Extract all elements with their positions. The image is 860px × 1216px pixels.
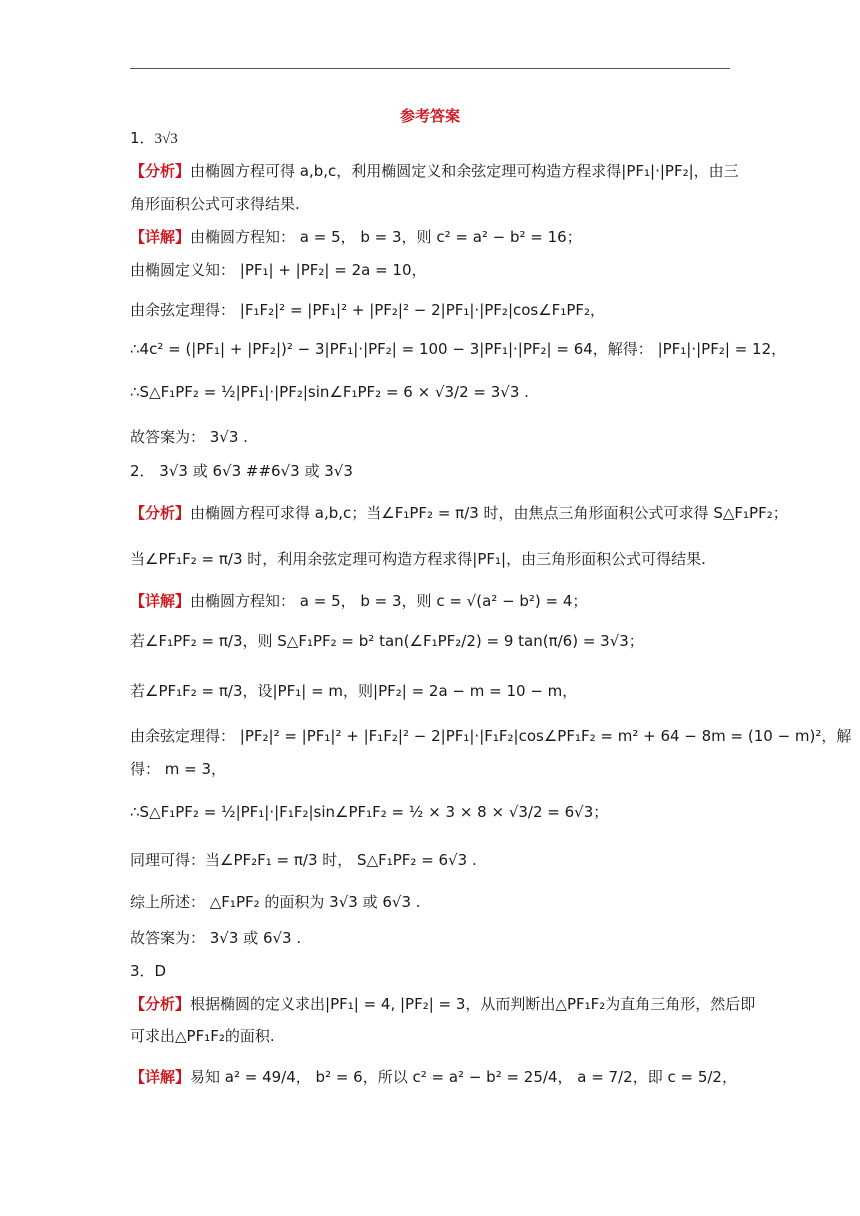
line-text: ∴S△F₁PF₂ = ½|PF₁|·|PF₂|sin∠F₁PF₂ = 6 × √3/2 = 3√3 . [130,383,529,401]
section-tag: 【详解】 [130,592,191,610]
line-text: 由余弦定理得： |PF₂|² = |PF₁|² + |F₁F₂|² − 2|PF₁|·|F₁F₂|cos∠PF₁F₂ = m² + 64 − 8m = (10 − m)²，解 [130,727,852,745]
text-line [130,891,421,912]
text-line [130,725,851,746]
line-text: ∴4c² = (|PF₁| + |PF₂|)² − 3|PF₁|·|PF₂| = 100 − 3|PF₁|·|PF₂| = 64，解得： |PF₁|·|PF₂| = 12， [130,340,787,358]
text-line [130,127,178,148]
text-line [130,590,587,611]
line-text: 当∠PF₁F₂ = π/3 时，利用余弦定理可构造方程求得|PF₁|，由三角形面积公式可得结果. [130,550,706,568]
text-line [130,1025,275,1046]
line-text: 故答案为： 3√3 . [130,428,248,446]
line-text: 角形面积公式可求得结果. [130,195,300,213]
section-tag: 【分析】 [130,504,191,522]
line-text: 由椭圆方程可求得 a,b,c；当∠F₁PF₂ = π/3 时，由焦点三角形面积公式可求得 S△F₁PF₂； [190,504,788,522]
text-line [130,299,605,320]
line-text: 由椭圆方程可得 a,b,c，利用椭圆定义和余弦定理可构造方程求得|PF₁|·|PF₂|，由三 [190,162,739,180]
line-text: 得： m = 3， [130,760,227,778]
text-line [130,338,786,359]
line-text: ∴S△F₁PF₂ = ½|PF₁|·|F₁F₂|sin∠PF₁F₂ = ½ × 3 × 8 × √3/2 = 6√3； [130,803,609,821]
text-line [130,680,577,701]
text-line [130,927,301,948]
line-text: 故答案为： 3√3 或 6√3 . [130,929,302,947]
line-text: 3√3 [154,131,178,147]
text-line [130,259,427,280]
section-tag: 【详解】 [130,1068,191,1086]
text-line [130,758,226,779]
text-line [130,383,529,401]
line-text: 由椭圆定义知： |PF₁| + |PF₂| = 2a = 10， [130,261,427,279]
line-text: 1． [130,129,155,147]
text-line [130,193,300,214]
text-line [130,960,166,981]
line-text: 由余弦定理得： |F₁F₂|² = |PF₁|² + |PF₂|² − 2|PF₁|·|PF₂|cos∠F₁PF₂， [130,301,606,319]
line-text: 由椭圆方程知： a = 5， b = 3，则 c² = a² − b² = 16； [190,228,582,246]
text-line [130,630,644,651]
line-text: 若∠PF₁F₂ = π/3，设|PF₁| = m，则|PF₂| = 2a − m = 10 − m， [130,682,578,700]
line-text: 可求出△PF₁F₂的面积. [130,1027,275,1045]
section-tag: 【分析】 [130,995,191,1013]
text-line [130,548,706,569]
section-tag: 【分析】 [130,162,191,180]
text-line [130,160,739,181]
text-line [130,993,755,1014]
section-tag: 【详解】 [130,228,191,246]
text-line [130,502,788,523]
header-rule [130,68,730,69]
text-line [130,226,582,247]
line-text: 由椭圆方程知： a = 5， b = 3，则 c = √(a² − b²) = 4； [190,592,588,610]
text-line [130,1066,737,1087]
line-text: 综上所述： △F₁PF₂ 的面积为 3√3 或 6√3 . [130,893,421,911]
line-text: 若∠F₁PF₂ = π/3，则 S△F₁PF₂ = b² tan(∠F₁PF₂/2) = 9 tan(π/6) = 3√3； [130,632,644,650]
text-line [130,460,353,481]
line-text: 3．D [130,962,167,980]
line-text: 根据椭圆的定义求出|PF₁| = 4, |PF₂| = 3，从而判断出△PF₁F₂为直角三角形，然后即 [190,995,756,1013]
line-text: 同理可得：当∠PF₂F₁ = π/3 时， S△F₁PF₂ = 6√3 . [130,851,477,869]
text-line [130,801,608,822]
page-title: 参考答案 [399,107,460,125]
line-text: 易知 a² = 49/4， b² = 6，所以 c² = a² − b² = 25/4， a = 7/2，即 c = 5/2， [190,1068,737,1086]
line-text: 2． 3√3 或 6√3 ##6√3 或 3√3 [130,462,353,480]
text-line [130,849,477,870]
text-line [130,426,248,447]
